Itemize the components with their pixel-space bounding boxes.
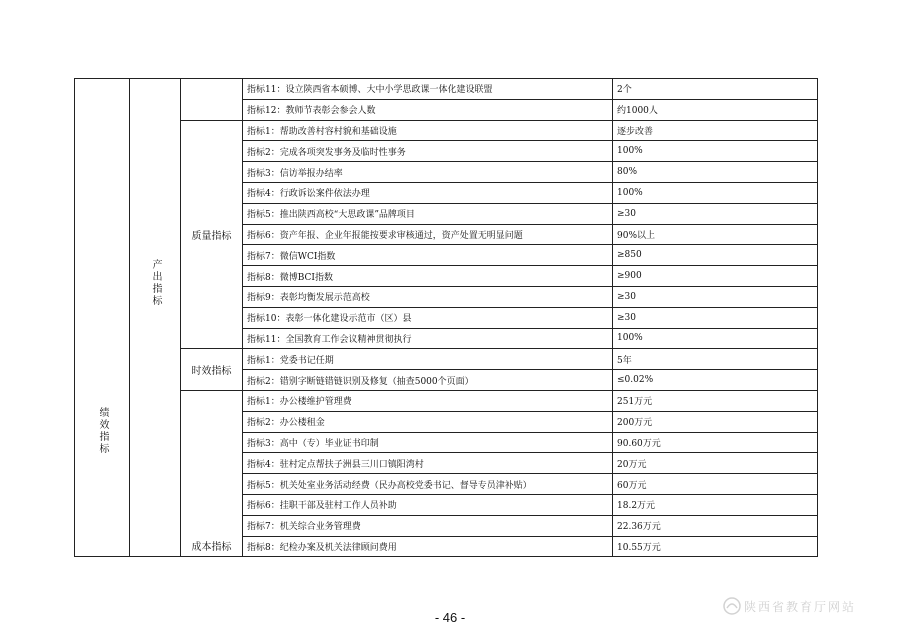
category-output-indicators <box>130 79 181 557</box>
indicator-cell: 指标1：帮助改善村容村貌和基础设施 <box>243 120 613 141</box>
indicator-cell: 指标5：推出陕西高校“大思政课”品牌项目 <box>243 203 613 224</box>
table-row <box>75 349 818 370</box>
value-cell: 251万元 <box>613 390 818 411</box>
category-quality-indicators-label: 质量指标 <box>191 230 232 242</box>
category-timeliness-indicators <box>181 349 243 391</box>
value-cell: 80% <box>613 162 818 183</box>
indicator-cell: 指标6：挂职干部及驻村工作人员补助 <box>243 494 613 515</box>
indicator-cell: 指标2：办公楼租金 <box>243 411 613 432</box>
value-cell: 约1000人 <box>613 99 818 120</box>
value-cell: ≥30 <box>613 307 818 328</box>
table-row <box>75 120 818 141</box>
indicator-cell: 指标11：设立陕西省本硕博、大中小学思政课一体化建设联盟 <box>243 79 613 100</box>
value-cell: 22.36万元 <box>613 515 818 536</box>
value-cell: 20万元 <box>613 453 818 474</box>
category-quality-indicators <box>181 120 243 349</box>
value-cell: ≥850 <box>613 245 818 266</box>
value-cell: ≤0.02% <box>613 370 818 391</box>
value-cell: 5年 <box>613 349 818 370</box>
category-timeliness-indicators-label: 时效指标 <box>191 366 232 378</box>
value-cell: 90.60万元 <box>613 432 818 453</box>
indicator-cell: 指标12：教师节表彰会参会人数 <box>243 99 613 120</box>
value-cell: 100% <box>613 182 818 203</box>
watermark-logo-icon <box>722 596 742 616</box>
site-watermark <box>722 594 882 618</box>
watermark-text: 陕西省教育厅网站 <box>744 599 857 614</box>
table-row <box>75 79 818 100</box>
indicator-cell: 指标2：错别字断链错链识别及修复（抽查5000个页面） <box>243 370 613 391</box>
value-cell: 90%以上 <box>613 224 818 245</box>
indicator-cell: 指标3：信访举报办结率 <box>243 162 613 183</box>
value-cell: ≥900 <box>613 266 818 287</box>
indicator-cell: 指标2：完成各项突发事务及临时性事务 <box>243 141 613 162</box>
indicator-cell: 指标9：表彰均衡发展示范高校 <box>243 286 613 307</box>
indicator-cell: 指标1：办公楼维护管理费 <box>243 390 613 411</box>
value-cell: 逐步改善 <box>613 120 818 141</box>
indicator-cell: 指标4：驻村定点帮扶子洲县三川口镇阳湾村 <box>243 453 613 474</box>
category-cost-indicators <box>181 390 243 556</box>
table-row <box>75 390 818 411</box>
value-cell: 18.2万元 <box>613 494 818 515</box>
value-cell: 100% <box>613 328 818 349</box>
value-cell: ≥30 <box>613 203 818 224</box>
value-cell: 60万元 <box>613 474 818 495</box>
indicator-cell: 指标7：微信WCI指数 <box>243 245 613 266</box>
indicator-cell: 指标7：机关综合业务管理费 <box>243 515 613 536</box>
category-performance-indicators <box>75 79 130 557</box>
category-cost-indicators-label: 成本指标 <box>191 542 232 554</box>
indicator-cell: 指标11：全国教育工作会议精神贯彻执行 <box>243 328 613 349</box>
category-output-indicators-label: 产出指标 <box>150 259 161 307</box>
category-continued-cell <box>181 79 243 121</box>
performance-indicator-table <box>74 78 818 557</box>
value-cell: 10.55万元 <box>613 536 818 557</box>
indicator-cell: 指标4：行政诉讼案件依法办理 <box>243 182 613 203</box>
indicator-cell: 指标1：党委书记任期 <box>243 349 613 370</box>
value-cell: 200万元 <box>613 411 818 432</box>
indicator-cell: 指标8：微博BCI指数 <box>243 266 613 287</box>
indicator-cell: 指标3：高中（专）毕业证书印制 <box>243 432 613 453</box>
category-performance-indicators-label: 绩效指标 <box>97 407 108 456</box>
value-cell: ≥30 <box>613 286 818 307</box>
indicator-cell: 指标5：机关处室业务活动经费（民办高校党委书记、督导专员津补贴） <box>243 474 613 495</box>
page-number: - 46 - <box>434 610 466 625</box>
indicator-cell: 指标10：表彰一体化建设示范市（区）县 <box>243 307 613 328</box>
indicator-cell: 指标8：纪检办案及机关法律顾问费用 <box>243 536 613 557</box>
value-cell: 100% <box>613 141 818 162</box>
indicator-cell: 指标6：资产年报、企业年报能按要求审核通过，资产处置无明显问题 <box>243 224 613 245</box>
value-cell: 2个 <box>613 79 818 100</box>
